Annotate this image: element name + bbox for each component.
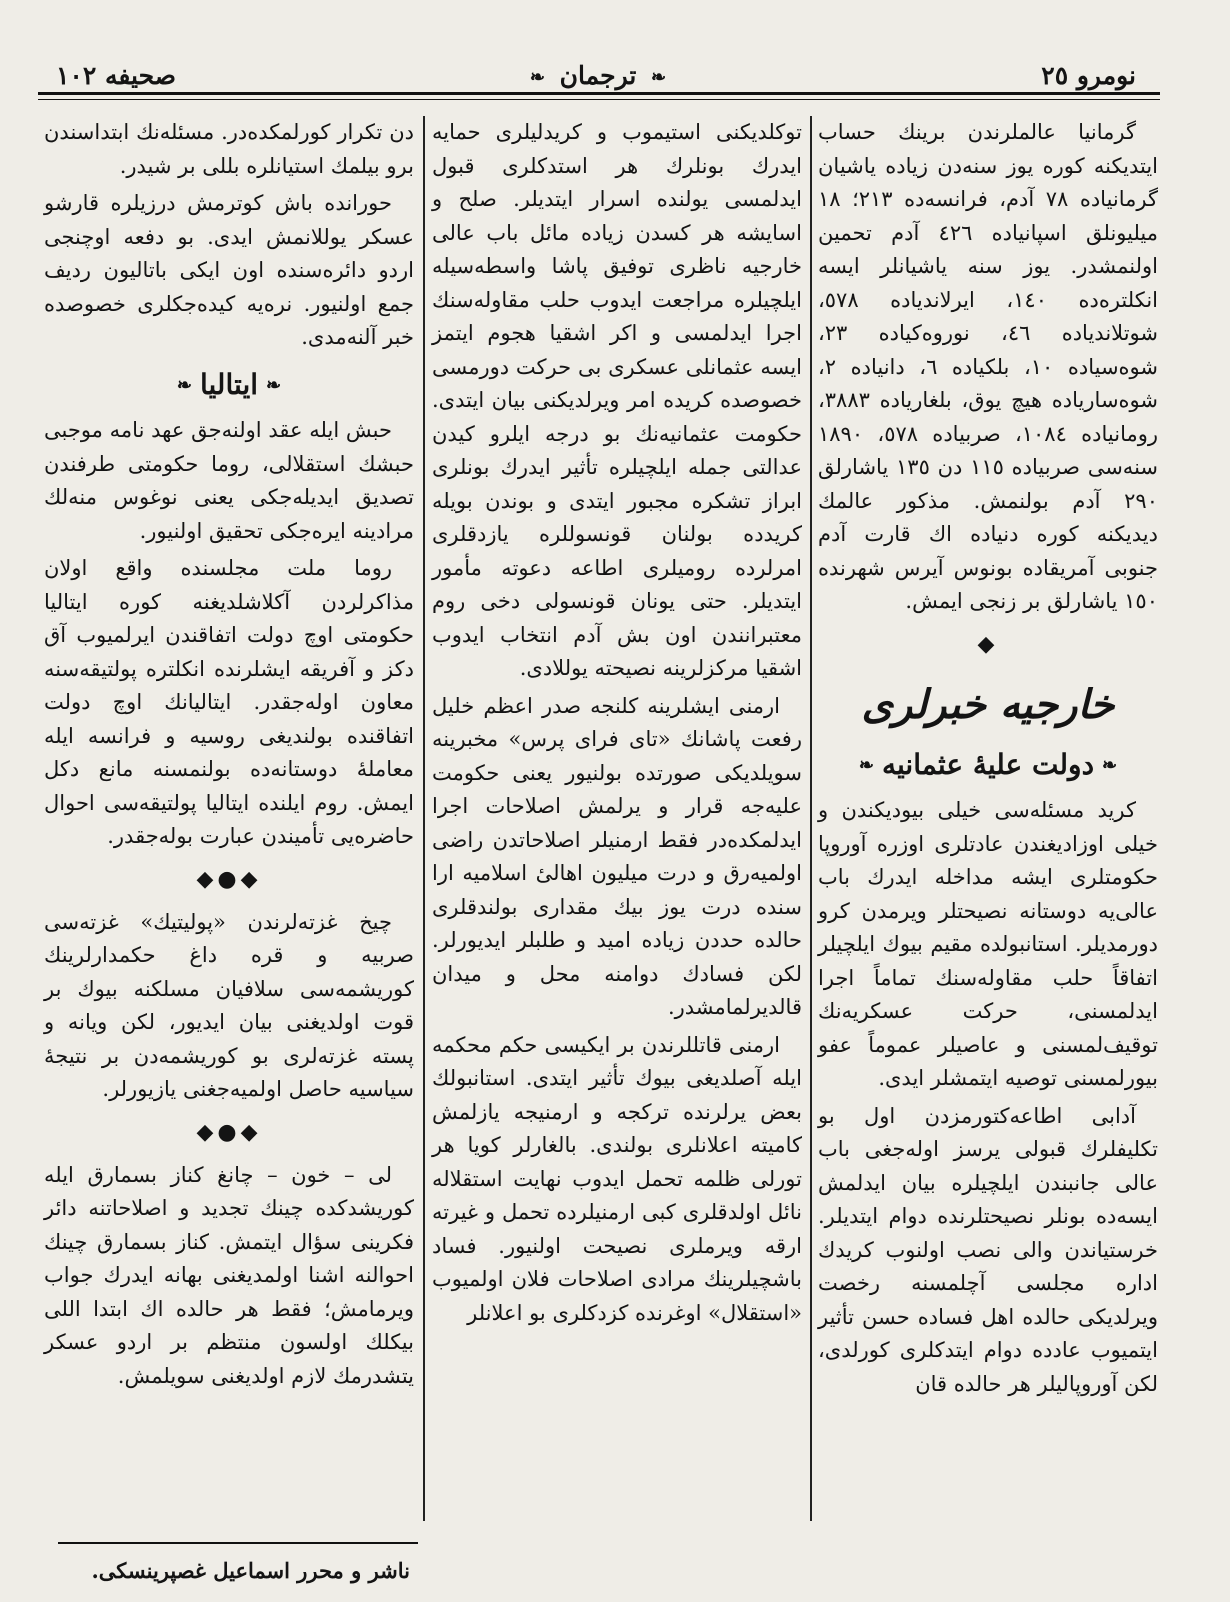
article-paragraph: لی – خون – چانغ کناز بسمارق ایله کوریشدکده چینك تجدید و اصلاحاتنه دائر فکرینی سؤال ایتمش. کناز بسمارق چینك احوالنه اشنا اولمدیغنی بهانه ایدرك جواب ویرمامش؛ فقط هر حالده اك ابتدا اللی بیکلك اولسون منتظم بر اردو عسکر یتشدرمك لازم اولدیغنی سویلمش. bbox=[44, 1162, 414, 1388]
ornament-icon: ❧ bbox=[858, 755, 874, 776]
ornament-icon: ❧ bbox=[651, 66, 667, 88]
header-rule-thin bbox=[38, 99, 1160, 100]
column-divider bbox=[423, 116, 425, 1521]
article-paragraph: حورانده باش کوترمش درزیلره قارشو عسکر یوللانمش ایدی. بو دفعه اوچنجی اردو دائره‌سنده اون ایکی باتالیون ردیف جمع اولنیور. نره‌یه کیده‌جکلری خصوصده خبر آلنه‌مدی. bbox=[44, 191, 414, 349]
section-title: خارجیه خبرلری bbox=[861, 680, 1115, 728]
ornament-icon: ❧ bbox=[176, 375, 192, 396]
article-paragraph: چیخ غزته‌لرندن «پولیتیك» غزته‌سی صربیه و قره داغ حکمدارلرینك کوریشمه‌سی سلافیان مسلکنه بیوك بر قوت اولدیغنی بیان ایدیور، لکن ویانه و پسته غزته‌لری بو کوریشمه‌دن بر نتیجهٔ سیاسیه حاصل اولمیه‌جغنی یازیورلر. bbox=[44, 909, 414, 1101]
divider-ornament: ◆●◆ bbox=[196, 866, 262, 892]
ornament-icon: ❧ bbox=[266, 375, 282, 396]
right-column bbox=[818, 116, 1158, 1405]
page-header bbox=[38, 56, 1158, 96]
ornament-icon: ❧ bbox=[1102, 755, 1118, 776]
divider-ornament: ◆●◆ bbox=[196, 1119, 262, 1145]
article-paragraph: آدابی اطاعه‌کتورمزدن اول بو تکلیفلرك قبولی یرسز اوله‌جغی باب عالی جانبندن ایلچیلره بیان ایدلمش ایسه‌ده بونلر نصیحتلرنده دوام ایتدیلر. خرستیاندن والی نصب اولنوب کریدك اداره مجلسی آچلمسنه رخصت ویرلدیکی حالده اهل فساده حسن تأثیر ایتمیوب عادده دوام ایتدکلری کورلدی، لکن آوروپالیلر هر حالده قان bbox=[818, 1103, 1158, 1396]
newspaper-title-text: ترجمان bbox=[559, 61, 637, 90]
footer-rule bbox=[58, 1542, 418, 1544]
article-paragraph: توکلدیکنی استیموب و کریدلیلری حمایه ایدرك بونلرك هر استدکلری قبول ایدلمسی یولنده اسرار ایتدیلر. صلح و اسایشه هر کسدن زیاده مائل باب عالی خارجیه ناظری توفیق پاشا واسطه‌سیله ایلچیلره مراجعت ایدوب حلب مقاوله‌سنك اجرا ایدلمسی و اکر اشقیا هجوم ایتمز ایسه عثمانلی عسکری بی حرکت دورمسی خصوصده کریده امر ویرلدیکنی بیان ایتدی. حکومت عثمانیه‌نك بو درجه ایلرو کیدن عدالتی جمله ایلچیلره تأثیر ایدرك بونلری ابراز تشکره مجبور ایتدی و بوندن بویله کریدده بولنان قونسوللره یازدقلری امرلرده رومیلری اطاعه دعوته مأمور ایتدیلر. حتی یونان قونسولی دخی روم معتبرانندن اون بش آدم انتخاب ایدوب اشقیا مرکزلرینه نصیحته یوللادی. bbox=[432, 120, 802, 680]
article-paragraph: حبش ایله عقد اولنه‌جق عهد نامه موجبی حبشك استقلالی، روما حکومتی طرفندن تصدیق ایدیله‌جکی یعنی نوغوس منه‌لك مرادینه ایره‌جکی تحقیق اولنیور. bbox=[44, 418, 414, 543]
header-rule bbox=[38, 92, 1160, 95]
article-paragraph: روما ملت مجلسنده واقع اولان مذاکرلردن آکلاشلدیغنه کوره ایتالیا حکومتی اوچ دولت اتفاقندن ایرلمیوب آق دکز و آفریقه ایشلرنده انکلتره پولتیقه‌سنه معاون اوله‌جقدر. ایتالیانك اوچ دولت اتفاقنده بولندیغی روسیه و فرانسه ایله معاملهٔ دوستانه‌ده بولنمسنه مانع دکل ایمش. روم ایلنده ایتالیا پولتیقه‌سی احوال حاضره‌یی تأمیندن عبارت بوله‌جقدر. bbox=[44, 556, 414, 848]
article-paragraph: ارمنی ایشلرینه کلنجه صدر اعظم خلیل رفعت پاشانك «تای فرای پرس» مخبرینه سویلدیکی صورتده بولنیور یعنی حکومت علیه‌جه قرار و یرلمش اصلاحات اجرا ایدلمکده‌در فقط ارمنیلر اصلاحاتدن راضی اولمیه‌رق و درت میلیون اهالیٔ اسلامیه ارا سنده درت یوز بیك مقداری بولندقلری حالده حددن زیاده امید و طلبلر ایدیورلر. لکن فسادك دوامنه محل و میدان قالدیرلمامشدر. bbox=[432, 693, 802, 1019]
issue-number: نومرو ٢٥ bbox=[1041, 61, 1136, 90]
ornament-icon: ❧ bbox=[529, 66, 545, 88]
article-paragraph: دن تکرار کورلمکده‌در. مسئله‌نك ابتداسندن برو بیلمك استیانلره بللی بر شیدر. bbox=[44, 120, 414, 178]
middle-column bbox=[432, 116, 802, 1334]
column-divider bbox=[810, 116, 812, 1521]
article-paragraph: کرید مسئله‌سی خیلی بیودیکندن و خیلی اوزادیغندن عادتلری اوزره آوروپا حکومتلری ایشه مداخله ایدرك باب عالی‌یه دوستانه نصیحتلر ویرمدن کرو دورمدیلر. استانبولده مقیم بیوك ایلچیلر اتفاقاً حلب مقاوله‌سنك تماماً اجرا ایدلمسنی، حرکت عسکریه‌نك توقیف‌لمسنی و عاصیلر عموماً عفو بیورلمسنی توصیه ایتمشلر ایدی. bbox=[818, 798, 1158, 1090]
publisher-line: ناشر و محرر اسماعیل غصپرینسکی. bbox=[91, 1558, 410, 1583]
article-paragraph: ارمنی قاتللرندن بر ایکیسی حکم محکمه ایله آصلدیغی بیوك تأثیر ایتدی. استانبولك بعض یرلرنده ترکجه و ارمنیجه یازلمش کامیته اعلانلری بولندی. بالغارلر کویا هر تورلی ظلمه تحمل ایدوب نهایت استقلاله نائل اولدقلری کبی ارمنیلرده تحمل و غیرته ارقه ویرملری نصیحت اولنیور. فساد باشچیلرینك مرادی اصلاحات فلان اولمیوب «استقلال» اوغرنده کزدکلری بو اعلانلر bbox=[432, 1032, 802, 1325]
divider-diamond: ◆ bbox=[977, 631, 999, 657]
article-paragraph: گرمانیا عالملرندن برینك حساب ایتدیکنه کوره یوز سنه‌دن زیاده یاشیان گرمانیاده ٧٨ آدم، فرانسه‌ده ٢١٣؛ ١٨ میلیونلق اسپانیاده ٤٢٦ آدم تحمین اولنمشدر. یوز سنه یاشیانلر ایسه انکلتره‌ده ١٤٠، ایرلاندیاده ٥٧٨، شوتلاندیاده ٤٦، نوروه‌کیاده ٢٣، شوه‌سیاده ١٠، بلکیاده ٦، دانیاده ٢، شوه‌ساریاده هیچ یوق، بلغاریاده ٣٨٨٣، رومانیاده ١٠٨٤، صربیاده ٥٧٨، ١٨٩٠ سنه‌سی صربیاده ١١٥ دن ١٣٥ یاشارلق ٢٩٠ آدم بولنمش. مذکور عالمك دیدیکنه کوره دنیاده اك قارت آدم جنوبی آمریقاده بونوس آیرس شهرنده ١٥٠ یاشارلق بر زنجی ایمش. bbox=[818, 120, 1159, 613]
left-column bbox=[44, 116, 414, 1397]
page-number: صحیفه ١٠٢ bbox=[56, 61, 176, 90]
subsection-title: ❧دولت علیهٔ عثمانیه❧ bbox=[858, 747, 1118, 781]
section-title-italy: ❧ایتالیا❧ bbox=[176, 367, 282, 401]
